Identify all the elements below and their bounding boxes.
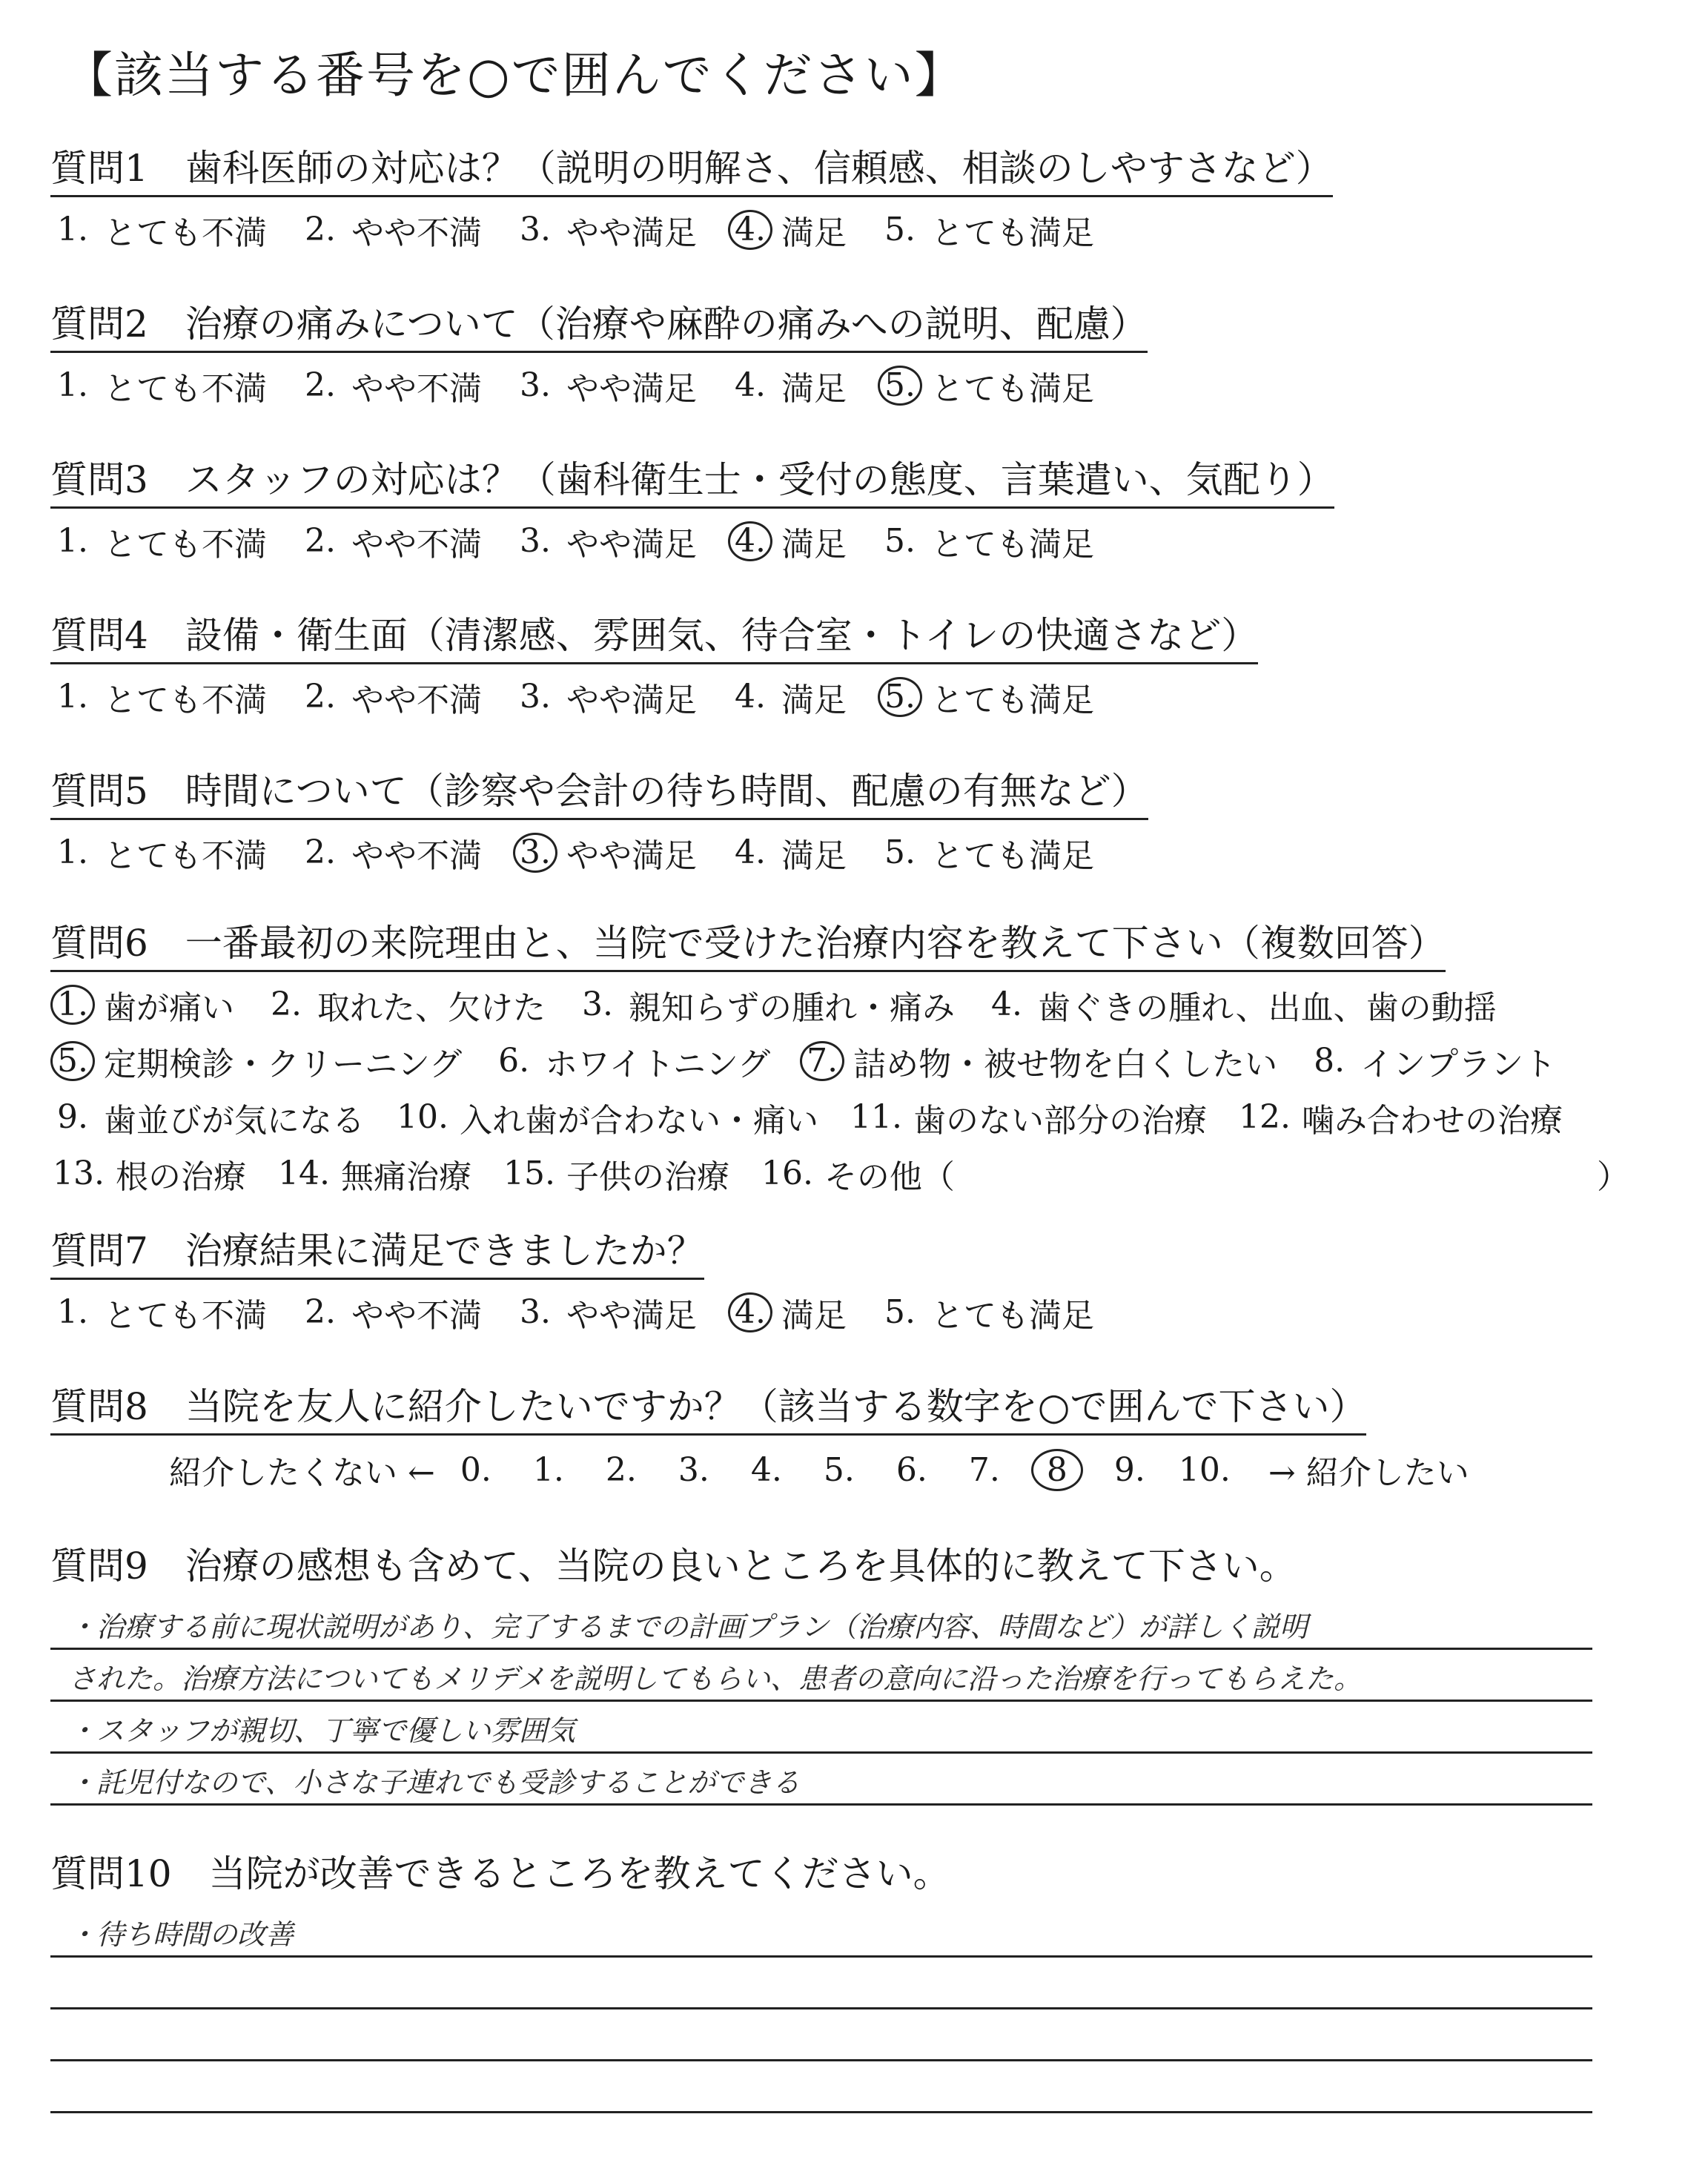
question-1 [50,148,1333,254]
option-3[interactable]: 3. やや満足 [520,677,697,719]
selected-circle: 4. [728,521,772,561]
q6-option-11[interactable]: 11. 歯のない部分の治療 [850,1097,1207,1140]
q10-answer-lines[interactable] [50,1906,1592,2113]
q6-option-16[interactable]: 16. その他（ [761,1154,955,1196]
q6-row-3 [50,1094,1592,1141]
q6-option-10[interactable]: 10. 入れ歯が合わない・痛い [397,1097,818,1140]
option-2[interactable]: 2. やや不満 [305,677,482,719]
option-5[interactable]: 5. とても満足 [884,1292,1094,1335]
option-1[interactable]: 1. とても不満 [57,366,267,408]
question-label: 質問5 時間について（診察や会計の待ち時間、配慮の有無など） [50,771,1148,820]
q6-option-7[interactable]: 7. 詰め物・被せ物を白くしたい [800,1037,1277,1085]
option-3[interactable]: 3. やや満足 [520,366,697,408]
option-2[interactable]: 2. やや不満 [305,1292,482,1335]
q6-row-1 [50,981,1592,1028]
option-5[interactable]: 5. とても満足 [878,362,1094,409]
question-label: 質問3 スタッフの対応は？（歯科衛生士・受付の態度、言葉遣い、気配り） [50,460,1334,509]
nps-5[interactable]: 5. [823,1450,855,1489]
answer-line[interactable]: された。治療方法についてもメリデメを説明してもらい、患者の意向に沿った治療を行ってもらえた。 [50,1650,1592,1702]
question-8 [50,1387,1484,1493]
question-10 [50,1854,950,1900]
selected-circle: 4. [728,1292,772,1332]
other-paren-close: ） [1597,1158,1629,1196]
rating-options [50,829,1148,876]
nps-1[interactable]: 1. [532,1450,564,1489]
question-label: 質問7 治療結果に満足できましたか？ [50,1231,704,1280]
answer-line[interactable] [50,2061,1592,2113]
nps-8-selected[interactable]: 8 [1031,1449,1083,1491]
option-4[interactable]: 4. 満足 [728,1289,847,1336]
answer-line[interactable]: ・託児付なので、小さな子連れでも受診することができる [50,1754,1592,1806]
q6-option-13[interactable]: 13. 根の治療 [53,1154,246,1196]
q6-option-2[interactable]: 2. 取れた、欠けた [271,985,546,1027]
q6-option-3[interactable]: 3. 親知らずの腫れ・痛み [582,985,955,1027]
question-label: 質問4 設備・衛生面（清潔感、雰囲気、待合室・トイレの快適さなど） [50,615,1258,664]
q6-option-9[interactable]: 9. 歯並びが気になる [57,1097,365,1140]
rating-options [50,362,1148,409]
selected-circle: 4. [728,210,772,250]
nps-10[interactable]: 10. [1178,1450,1231,1489]
option-1[interactable]: 1. とても不満 [57,521,267,564]
q6-option-5[interactable]: 5. 定期検診・クリーニング [50,1037,462,1085]
option-3[interactable]: 3. やや満足 [520,521,697,564]
option-5[interactable]: 5. とても満足 [884,833,1094,875]
question-6 [50,922,1629,1198]
option-1[interactable]: 1. とても不満 [57,210,267,252]
rating-options [50,1289,1125,1336]
nps-9[interactable]: 9. [1113,1450,1145,1489]
page-title: 【該当する番号を○で囲んでください】 [64,47,965,104]
selected-circle: 3. [513,833,557,873]
nps-6[interactable]: 6. [896,1450,927,1489]
q6-row-4 [50,1150,1629,1198]
nps-scale [154,1446,1484,1493]
option-2[interactable]: 2. やや不満 [305,833,482,875]
nps-0[interactable]: 0. [460,1450,491,1489]
answer-line[interactable]: ・待ち時間の改善 [50,1906,1592,1958]
q6-option-6[interactable]: 6. ホワイトニング [498,1041,771,1083]
q6-option-8[interactable]: 8. インプラント [1314,1041,1557,1083]
option-1[interactable]: 1. とても不満 [57,677,267,719]
question-9 [50,1546,1297,1593]
selected-circle: 5. [878,366,922,406]
question-3 [50,460,1334,565]
q6-option-1[interactable]: 1. 歯が痛い [50,981,234,1028]
question-label: 質問1 歯科医師の対応は？（説明の明解さ、信頼感、相談のしやすさなど） [50,148,1333,197]
nps-7[interactable]: 7. [968,1450,1000,1489]
question-label: 質問6 一番最初の来院理由と、当院で受けた治療内容を教えて下さい（複数回答） [50,923,1446,972]
option-2[interactable]: 2. やや不満 [305,521,482,564]
option-5[interactable]: 5. とても満足 [884,521,1094,564]
nps-2[interactable]: 2. [605,1450,637,1489]
question-2 [50,304,1148,409]
question-5 [50,771,1148,876]
option-4[interactable]: 4. 満足 [735,366,847,408]
nps-right-label: → 紹介したい [1268,1454,1469,1492]
option-4[interactable]: 4. 満足 [728,518,847,565]
question-7 [50,1231,1125,1336]
answer-line[interactable] [50,2009,1592,2061]
option-1[interactable]: 1. とても不満 [57,833,267,875]
q6-option-14[interactable]: 14. 無痛治療 [277,1154,471,1196]
q6-row-2 [50,1037,1592,1085]
option-5[interactable]: 5. とても満足 [878,673,1094,721]
answer-line[interactable] [50,1958,1592,2009]
question-label: 質問8 当院を友人に紹介したいですか？（該当する数字を○で囲んで下さい） [50,1387,1366,1436]
option-4[interactable]: 4. 満足 [735,677,847,719]
option-2[interactable]: 2. やや不満 [305,210,482,252]
option-4[interactable]: 4. 満足 [735,833,847,875]
selected-circle: 7. [800,1041,844,1081]
nps-4[interactable]: 4. [750,1450,782,1489]
selected-circle: 5. [50,1041,95,1081]
answer-line[interactable]: ・スタッフが親切、丁寧で優しい雰囲気 [50,1702,1592,1754]
question-label: 質問10 当院が改善できるところを教えてください。 [50,1852,950,1895]
option-2[interactable]: 2. やや不満 [305,366,482,408]
q6-option-15[interactable]: 15. 子供の治療 [503,1154,729,1196]
q6-option-4[interactable]: 4. 歯ぐきの腫れ、出血、歯の動揺 [991,985,1497,1027]
rating-options [50,206,1333,254]
option-3[interactable]: 3. やや満足 [520,1292,697,1335]
option-3[interactable]: 3. やや満足 [520,210,697,252]
rating-options [50,518,1334,565]
question-label: 質問9 治療の感想も含めて、当院の良いところを具体的に教えて下さい。 [50,1545,1297,1588]
selected-circle: 1. [50,985,95,1025]
nps-3[interactable]: 3. [678,1450,709,1489]
rating-options [50,673,1258,721]
nps-left-label: 紹介したくない ← [169,1454,435,1492]
q9-answer-lines[interactable] [50,1598,1592,1806]
option-1[interactable]: 1. とても不満 [57,1292,267,1335]
answer-line[interactable]: ・治療する前に現状説明があり、完了するまでの計画プラン（治療内容、時間など）が詳しく説明 [50,1598,1592,1650]
q6-option-12[interactable]: 12. 噛み合わせの治療 [1238,1097,1563,1140]
option-4[interactable]: 4. 満足 [728,206,847,254]
option-3[interactable]: 3. やや満足 [513,829,697,876]
question-4 [50,615,1258,721]
option-5[interactable]: 5. とても満足 [884,210,1094,252]
question-label: 質問2 治療の痛みについて（治療や麻酔の痛みへの説明、配慮） [50,304,1148,353]
selected-circle: 5. [878,677,922,717]
